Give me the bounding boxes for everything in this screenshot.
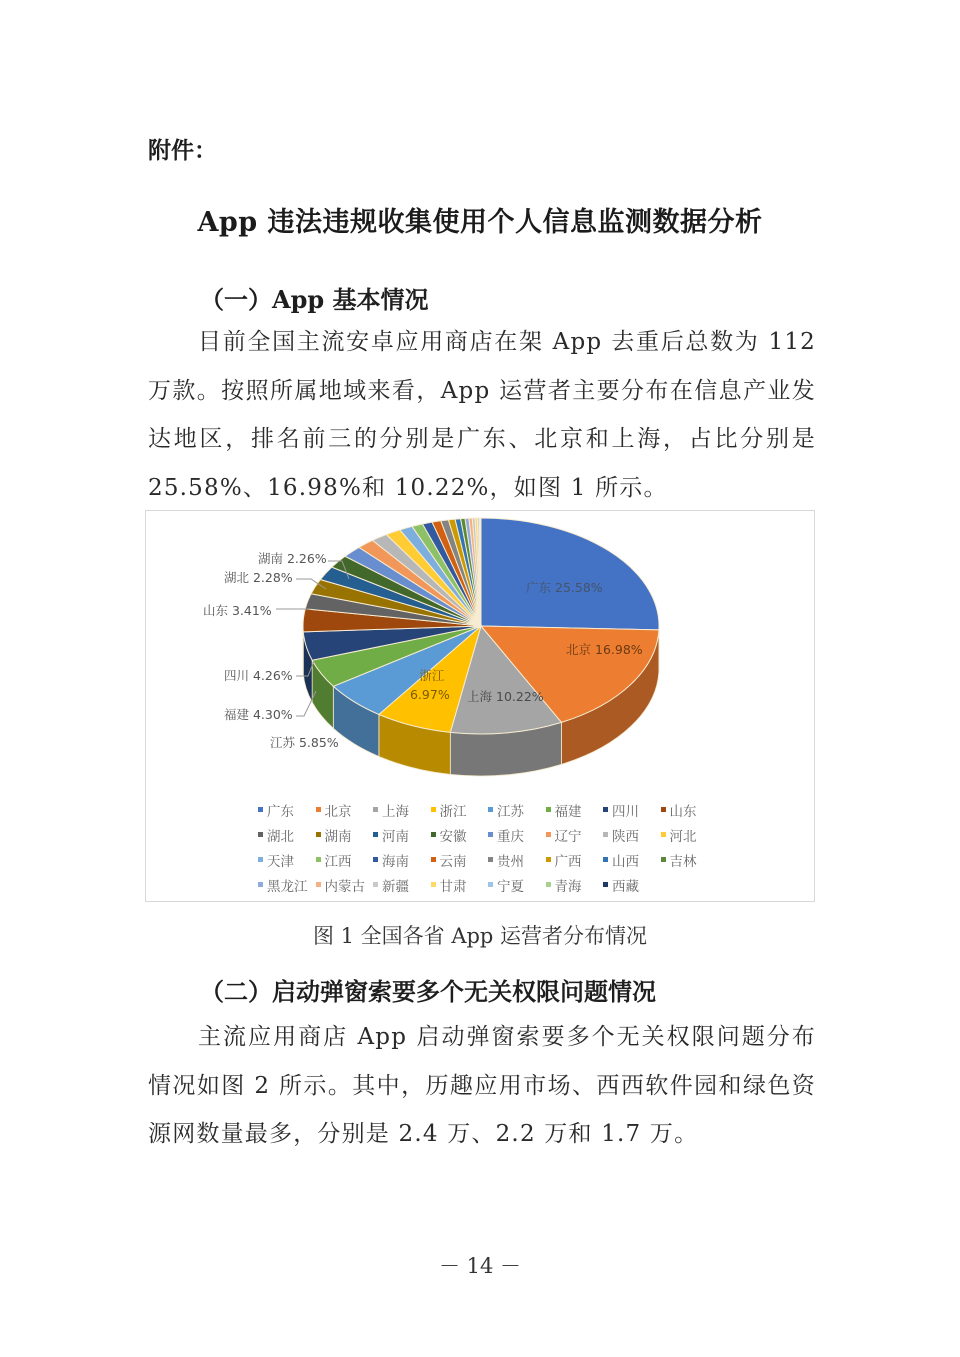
legend-item <box>488 875 546 895</box>
legend-item <box>431 800 489 820</box>
legend-swatch-icon <box>316 857 321 862</box>
legend-label: 云南 <box>439 853 467 870</box>
legend-label: 四川 <box>612 803 639 820</box>
legend-label: 山西 <box>612 853 639 870</box>
legend-label: 海南 <box>382 853 409 870</box>
legend-item <box>373 800 431 820</box>
pie-label-hubei: 湖北 2.28% <box>224 570 293 585</box>
legend-label: 河南 <box>382 828 409 845</box>
legend-label: 内蒙古 <box>324 878 365 895</box>
figure1-caption: 图 1 全国各省 App 运营者分布情况 <box>312 924 648 948</box>
section2-paragraph-block <box>148 1013 816 1159</box>
pie-label-fujian: 福建 4.30% <box>224 707 293 722</box>
pie-label-shanghai: 上海 10.22% <box>467 689 544 704</box>
legend-swatch-icon <box>546 882 551 887</box>
legend-item <box>316 800 374 820</box>
legend-label: 江西 <box>324 853 352 870</box>
legend-swatch-icon <box>258 857 263 862</box>
legend-label: 湖北 <box>267 828 294 845</box>
legend-item <box>488 825 546 845</box>
legend-swatch-icon <box>661 857 666 862</box>
legend-swatch-icon <box>373 882 378 887</box>
legend-label: 河北 <box>669 828 697 845</box>
legend-label: 山东 <box>669 803 697 820</box>
document-title: App 违法违规收集使用个人信息监测数据分析 <box>197 207 763 238</box>
section1-paragraph: 目前全国主流安卓应用商店在架 App 去重后总数为 112 万款。按照所属地域来看，App 运营者主要分布在信息产业发达地区，排名前三的分别是广东、北京和上海，占比分别是 25.58%、16.98%和 10.22%，如图 1 所示。 <box>148 329 816 501</box>
legend-swatch-icon <box>546 807 551 812</box>
legend-label: 贵州 <box>497 853 524 870</box>
legend-row <box>258 847 728 872</box>
pie-label-jiangsu: 江苏 5.85% <box>270 735 339 750</box>
legend-label: 北京 <box>324 803 352 820</box>
pie-label-zhejiang: 浙江 6.97% <box>410 668 450 702</box>
legend-item <box>431 850 489 870</box>
legend-label: 安徽 <box>439 828 467 845</box>
legend-item <box>431 875 489 895</box>
legend-row <box>258 797 728 822</box>
page-number: － 14 － <box>438 1254 522 1278</box>
legend-swatch-icon <box>316 832 321 837</box>
section1-heading: （一）App 基本情况 <box>200 285 429 314</box>
section1-paragraph-block <box>148 318 816 512</box>
legend-label: 上海 <box>382 803 409 820</box>
legend-item <box>316 825 374 845</box>
legend-label: 天津 <box>267 853 294 870</box>
legend-item <box>546 850 604 870</box>
legend-label: 福建 <box>554 803 582 820</box>
legend-label: 甘肃 <box>439 878 467 895</box>
legend-item <box>603 875 661 895</box>
pie-label-beijing: 北京 16.98% <box>566 642 643 657</box>
legend-swatch-icon <box>488 832 493 837</box>
chart-legend <box>258 797 728 897</box>
legend-label: 吉林 <box>669 853 697 870</box>
legend-swatch-icon <box>546 832 551 837</box>
legend-swatch-icon <box>373 807 378 812</box>
legend-swatch-icon <box>316 807 321 812</box>
legend-label: 新疆 <box>382 878 409 895</box>
legend-label: 陕西 <box>612 828 639 845</box>
legend-label: 黑龙江 <box>267 878 308 895</box>
legend-item <box>546 825 604 845</box>
legend-swatch-icon <box>603 807 608 812</box>
legend-swatch-icon <box>603 857 608 862</box>
legend-swatch-icon <box>661 832 666 837</box>
legend-swatch-icon <box>258 882 263 887</box>
legend-swatch-icon <box>603 832 608 837</box>
legend-item <box>661 825 719 845</box>
pie-label-sichuan: 四川 4.26% <box>224 668 293 683</box>
legend-item <box>603 825 661 845</box>
legend-swatch-icon <box>431 882 436 887</box>
legend-item <box>373 825 431 845</box>
legend-swatch-icon <box>431 832 436 837</box>
legend-item <box>546 800 604 820</box>
legend-label: 江苏 <box>497 803 524 820</box>
legend-label: 浙江 <box>439 803 467 820</box>
legend-swatch-icon <box>258 807 263 812</box>
section2-heading: （二）启动弹窗索要多个无关权限问题情况 <box>200 977 656 1006</box>
legend-item <box>488 850 546 870</box>
legend-swatch-icon <box>488 807 493 812</box>
legend-label: 青海 <box>554 878 582 895</box>
legend-item <box>316 850 374 870</box>
legend-item <box>603 800 661 820</box>
legend-item <box>258 850 316 870</box>
attachment-label: 附件： <box>148 138 217 164</box>
legend-item <box>373 850 431 870</box>
section2-paragraph: 主流应用商店 App 启动弹窗索要多个无关权限问题分布情况如图 2 所示。其中，历趣应用市场、西西软件园和绿色资源网数量最多，分别是 2.4 万、2.2 万和 1.7 万。 <box>148 1024 816 1147</box>
legend-item <box>373 875 431 895</box>
legend-label: 宁夏 <box>497 878 524 895</box>
legend-swatch-icon <box>316 882 321 887</box>
legend-label: 西藏 <box>612 878 639 895</box>
legend-row <box>258 822 728 847</box>
legend-row <box>258 872 728 897</box>
legend-item <box>661 800 719 820</box>
legend-item <box>431 825 489 845</box>
legend-item <box>603 850 661 870</box>
legend-swatch-icon <box>661 807 666 812</box>
pie-label-guangdong: 广东 25.58% <box>526 580 603 595</box>
legend-item <box>546 875 604 895</box>
legend-swatch-icon <box>258 832 263 837</box>
legend-swatch-icon <box>488 857 493 862</box>
legend-label: 湖南 <box>324 828 352 845</box>
legend-label: 广东 <box>267 803 294 820</box>
pie-slice <box>481 518 659 630</box>
legend-item <box>258 875 316 895</box>
legend-label: 广西 <box>554 853 582 870</box>
legend-item <box>258 825 316 845</box>
pie-label-shandong: 山东 3.41% <box>203 603 272 618</box>
legend-swatch-icon <box>603 882 608 887</box>
pie-label-hunan: 湖南 2.26% <box>258 551 327 566</box>
legend-item <box>488 800 546 820</box>
legend-item <box>316 875 374 895</box>
legend-swatch-icon <box>431 857 436 862</box>
legend-swatch-icon <box>546 857 551 862</box>
legend-item <box>661 850 719 870</box>
legend-swatch-icon <box>431 807 436 812</box>
legend-swatch-icon <box>373 857 378 862</box>
legend-swatch-icon <box>373 832 378 837</box>
legend-swatch-icon <box>488 882 493 887</box>
legend-item <box>258 800 316 820</box>
legend-label: 重庆 <box>497 828 524 845</box>
legend-label: 辽宁 <box>554 828 582 845</box>
